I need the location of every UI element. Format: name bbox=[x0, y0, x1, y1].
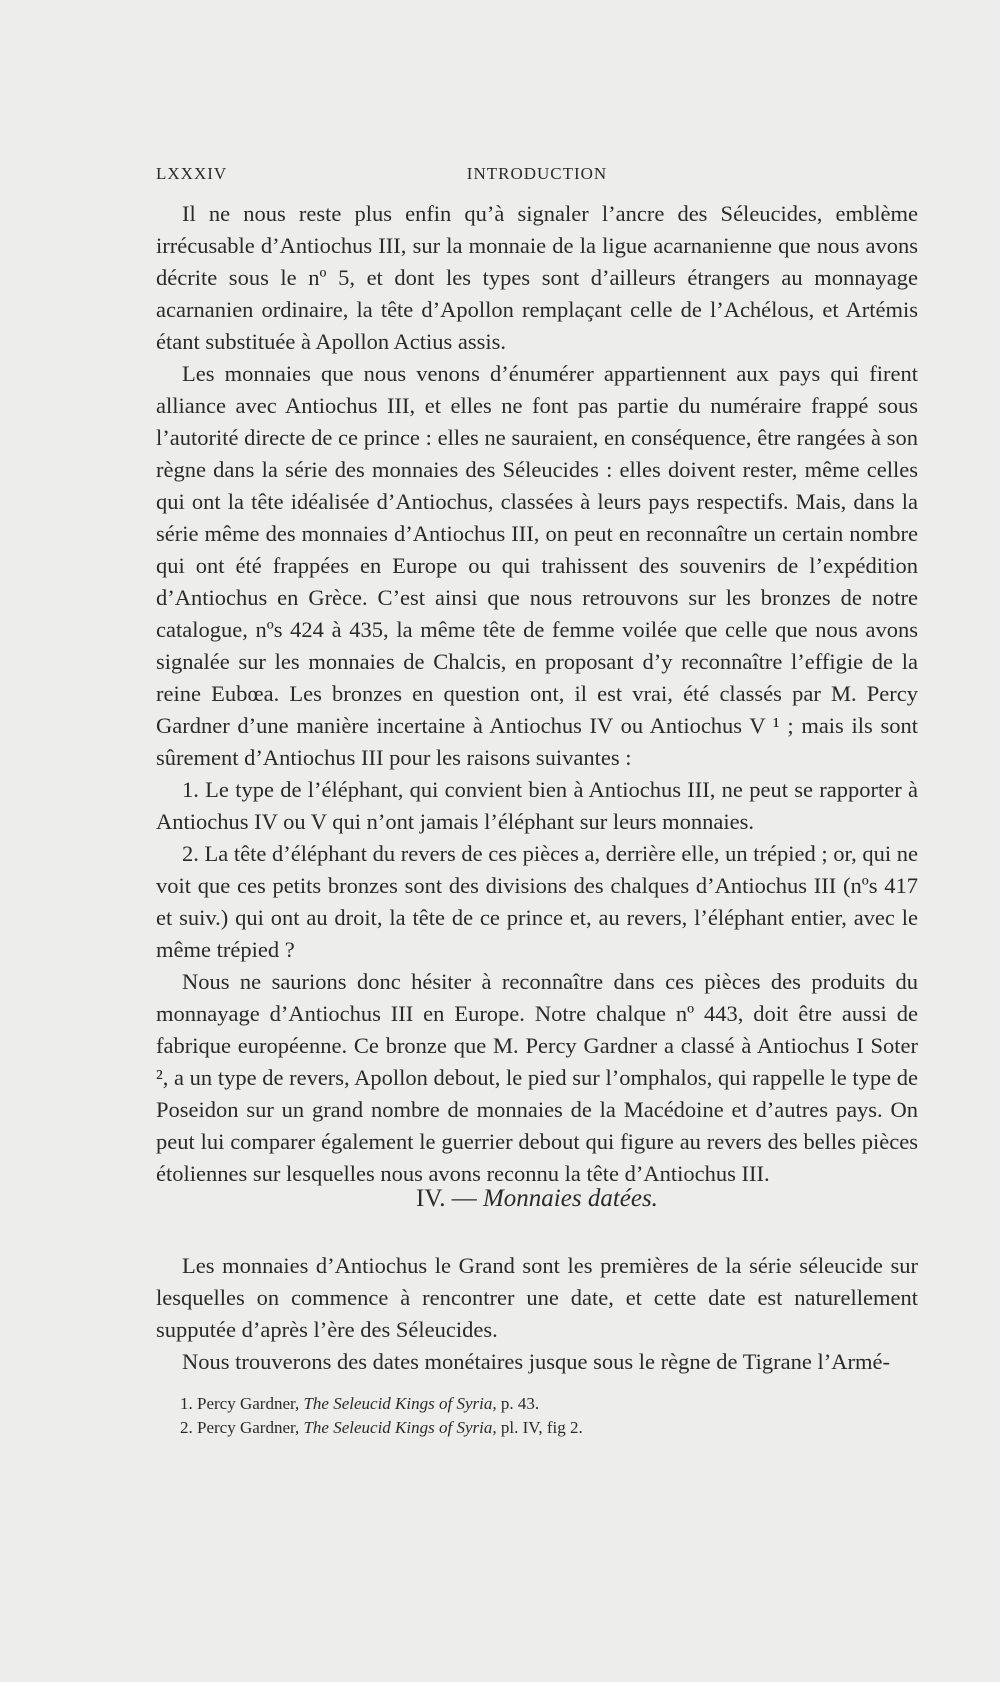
paragraph: Les monnaies que nous venons d’énumérer appartiennent aux pays qui firent alliance avec Antiochus III, et elles ne font pas partie du numéraire frappé sous l’autorité directe de ce prince : elles ne sauraient, en conséquence, être rangées à son règne dans la série des monnaies des Séleucides : elles doivent rester, même celles qui ont la tête idéalisée d’Antiochus, classées à leurs pays respectifs. Mais, dans la série même des monnaies d’Antiochus III, on peut en reconnaître un certain nombre qui ont été frappées en Europe ou qui trahissent des souvenirs de l’expédition d’Antiochus en Grèce. C’est ainsi que nous retrouvons sur les bronzes de notre catalogue, nºs 424 à 435, la même tête de femme voilée que celle que nous avons signalée sur les monnaies de Chalcis, en proposant d’y reconnaître l’effigie de la reine Eubœa. Les bronzes en question ont, il est vrai, été classés par M. Percy Gardner d’une manière incertaine à Antiochus IV ou Antiochus V ¹ ; mais ils sont sûrement d’Antiochus III pour les raisons suivantes : bbox=[156, 361, 918, 770]
section-number: IV. — bbox=[416, 1185, 477, 1212]
main-text bbox=[156, 198, 918, 1190]
running-title: INTRODUCTION bbox=[466, 164, 608, 183]
paragraph: Nous ne saurions donc hésiter à reconnaître dans ces pièces des produits du monnayage d’Antiochus III en Europe. Notre chalque nº 443, doit être aussi de fabrique européenne. Ce bronze que M. Percy Gardner a classé à Antiochus I Soter ², a un type de revers, Apollon debout, le pied sur l’omphalos, qui rappelle le type de Poseidon sur un grand nombre de monnaies de la Macédoine et d’autres pays. On peut lui comparer également le guerrier debout qui figure au revers des belles pièces étoliennes sur lesquelles nous avons reconnu la tête d’Antiochus III. bbox=[156, 969, 918, 1186]
paragraph: Il ne nous reste plus enfin qu’à signaler l’ancre des Séleucides, emblème irrécusable d’Antiochus III, sur la monnaie de la ligue acarnanienne que nous avons décrite sous le nº 5, et dont les types sont d’ailleurs étrangers au monnayage acarnanien ordinaire, la tête d’Apollon remplaçant celle de l’Achélous, et Artémis étant substituée à Apollon Actius assis. bbox=[156, 201, 918, 354]
footnote: 2. Percy Gardner, The Seleucid Kings of Syria, pl. IV, fig 2. bbox=[180, 1418, 583, 1437]
paragraph: Nous trouverons des dates monétaires jusque sous le règne de Tigrane l’Armé- bbox=[182, 1349, 890, 1374]
enumerated-reason: 2. La tête d’éléphant du revers de ces pièces a, derrière elle, un trépied ; or, qui ne voit que ces petits bronzes sont des divisions des chalques d’Antiochus III (nºs 417 et suiv.) qui ont au droit, la tête de ce prince et, au revers, l’éléphant entier, avec le même trépied ? bbox=[156, 841, 918, 962]
section-title: Monnaies datées. bbox=[482, 1185, 658, 1212]
page-folio: LXXXIV bbox=[156, 164, 228, 183]
section-text bbox=[156, 1250, 918, 1378]
footnotes bbox=[156, 1392, 918, 1440]
section-heading bbox=[156, 1185, 918, 1213]
footnote: 1. Percy Gardner, The Seleucid Kings of Syria, p. 43. bbox=[180, 1394, 540, 1413]
enumerated-reason: 1. Le type de l’éléphant, qui convient bien à Antiochus III, ne peut se rapporter à Antiochus IV ou V qui n’ont jamais l’éléphant sur leurs monnaies. bbox=[156, 777, 918, 834]
paragraph: Les monnaies d’Antiochus le Grand sont les premières de la série séleucide sur lesquelles on commence à rencontrer une date, et cette date est naturellement supputée d’après l’ère des Séleucides. bbox=[156, 1253, 918, 1342]
